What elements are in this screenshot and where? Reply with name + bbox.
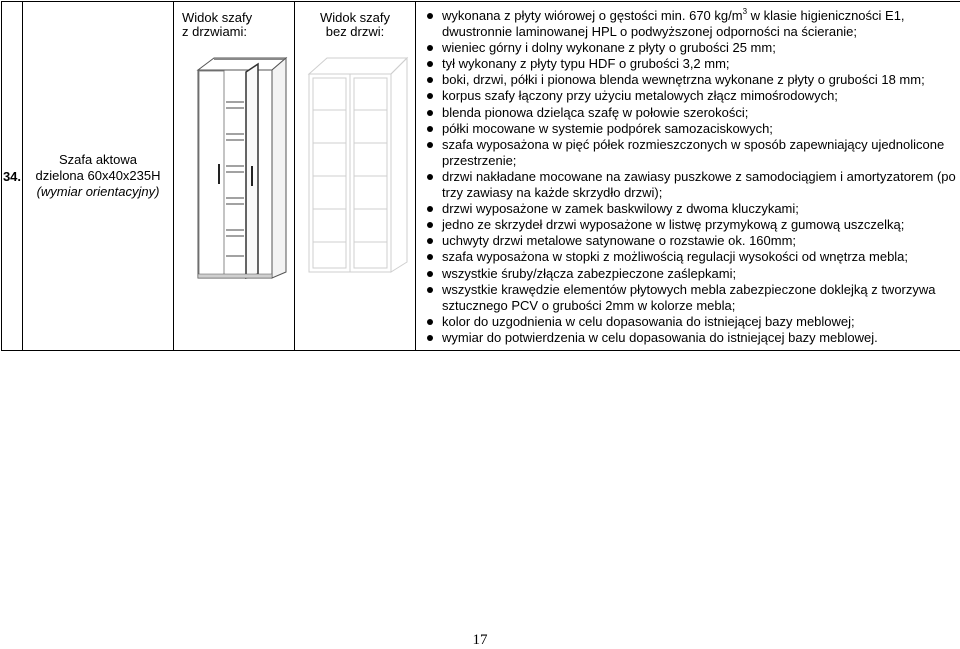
item-name-line2: dzielona 60x40x235H bbox=[23, 168, 173, 184]
spec-list-cell bbox=[416, 2, 960, 351]
list-item: jedno ze skrzydeł drzwi wyposażone w listwę przymykową z gumową uszczelką; bbox=[442, 217, 958, 233]
list-item: drzwi wyposażone w zamek baskwilowy z dwoma kluczykami; bbox=[442, 201, 958, 217]
item-name bbox=[23, 2, 174, 351]
list-item: korpus szafy łączony przy użyciu metalowych złącz mimośrodowych; bbox=[442, 88, 958, 104]
item-number: 34. bbox=[2, 2, 23, 351]
item-name-note: (wymiar orientacyjny) bbox=[23, 184, 173, 200]
list-item: szafa wyposażona w stopki z możliwością regulacji wysokości od wnętrza mebla; bbox=[442, 249, 958, 265]
view-with-doors-cell bbox=[174, 2, 295, 351]
page-number: 17 bbox=[0, 632, 960, 649]
item-name-line1: Szafa aktowa bbox=[23, 152, 173, 168]
list-item: wykonana z płyty wiórowej o gęstości min. 670 $kg/m^3$ w klasie higieniczności E1, dwustronnie laminowanej HPL o podwyższonej odporności na ścieranie; bbox=[442, 8, 958, 40]
list-item: wszystkie krawędzie elementów płytowych mebla zabezpieczone doklejką z tworzywa sztucznego PCV o grubości 2mm w kolorze mebla; bbox=[442, 282, 958, 314]
table-row bbox=[2, 2, 960, 351]
spec-table bbox=[1, 1, 960, 351]
view-without-doors-cell bbox=[295, 2, 416, 351]
spec-list bbox=[416, 2, 960, 346]
list-item: uchwyty drzwi metalowe satynowane o rozstawie ok. 160mm; bbox=[442, 233, 958, 249]
list-item: szafa wyposażona w pięć półek rozmieszczonych w sposób zapewniający ujednolicone przestrzenie; bbox=[442, 137, 958, 169]
view-without-doors-label: Widok szafy bez drzwi: bbox=[295, 11, 415, 39]
view-with-doors-label: Widok szafy z drzwiami: bbox=[182, 11, 252, 39]
list-item: kolor do uzgodnienia w celu dopasowania do istniejącej bazy meblowej; bbox=[442, 314, 958, 330]
list-item: wymiar do potwierdzenia w celu dopasowania do istniejącej bazy meblowej. bbox=[442, 330, 958, 346]
list-item: drzwi nakładane mocowane na zawiasy puszkowe z samodociągiem i amortyzatorem (po trzy zawiasy na każde skrzydło drzwi); bbox=[442, 169, 958, 201]
list-item: półki mocowane w systemie podpórek samozaciskowych; bbox=[442, 121, 958, 137]
list-item: wieniec górny i dolny wykonane z płyty o grubości 25 mm; bbox=[442, 40, 958, 56]
list-item: blenda pionowa dzieląca szafę w połowie szerokości; bbox=[442, 105, 958, 121]
list-item: tył wykonany z płyty typu HDF o grubości 3,2 mm; bbox=[442, 56, 958, 72]
list-item: wszystkie śruby/złącza zabezpieczone zaślepkami; bbox=[442, 266, 958, 282]
cabinet-without-doors-drawing bbox=[295, 48, 415, 288]
cabinet-with-doors-drawing bbox=[174, 48, 294, 288]
list-item: boki, drzwi, półki i pionowa blenda wewnętrzna wykonane z płyty o grubości 18 mm; bbox=[442, 72, 958, 88]
